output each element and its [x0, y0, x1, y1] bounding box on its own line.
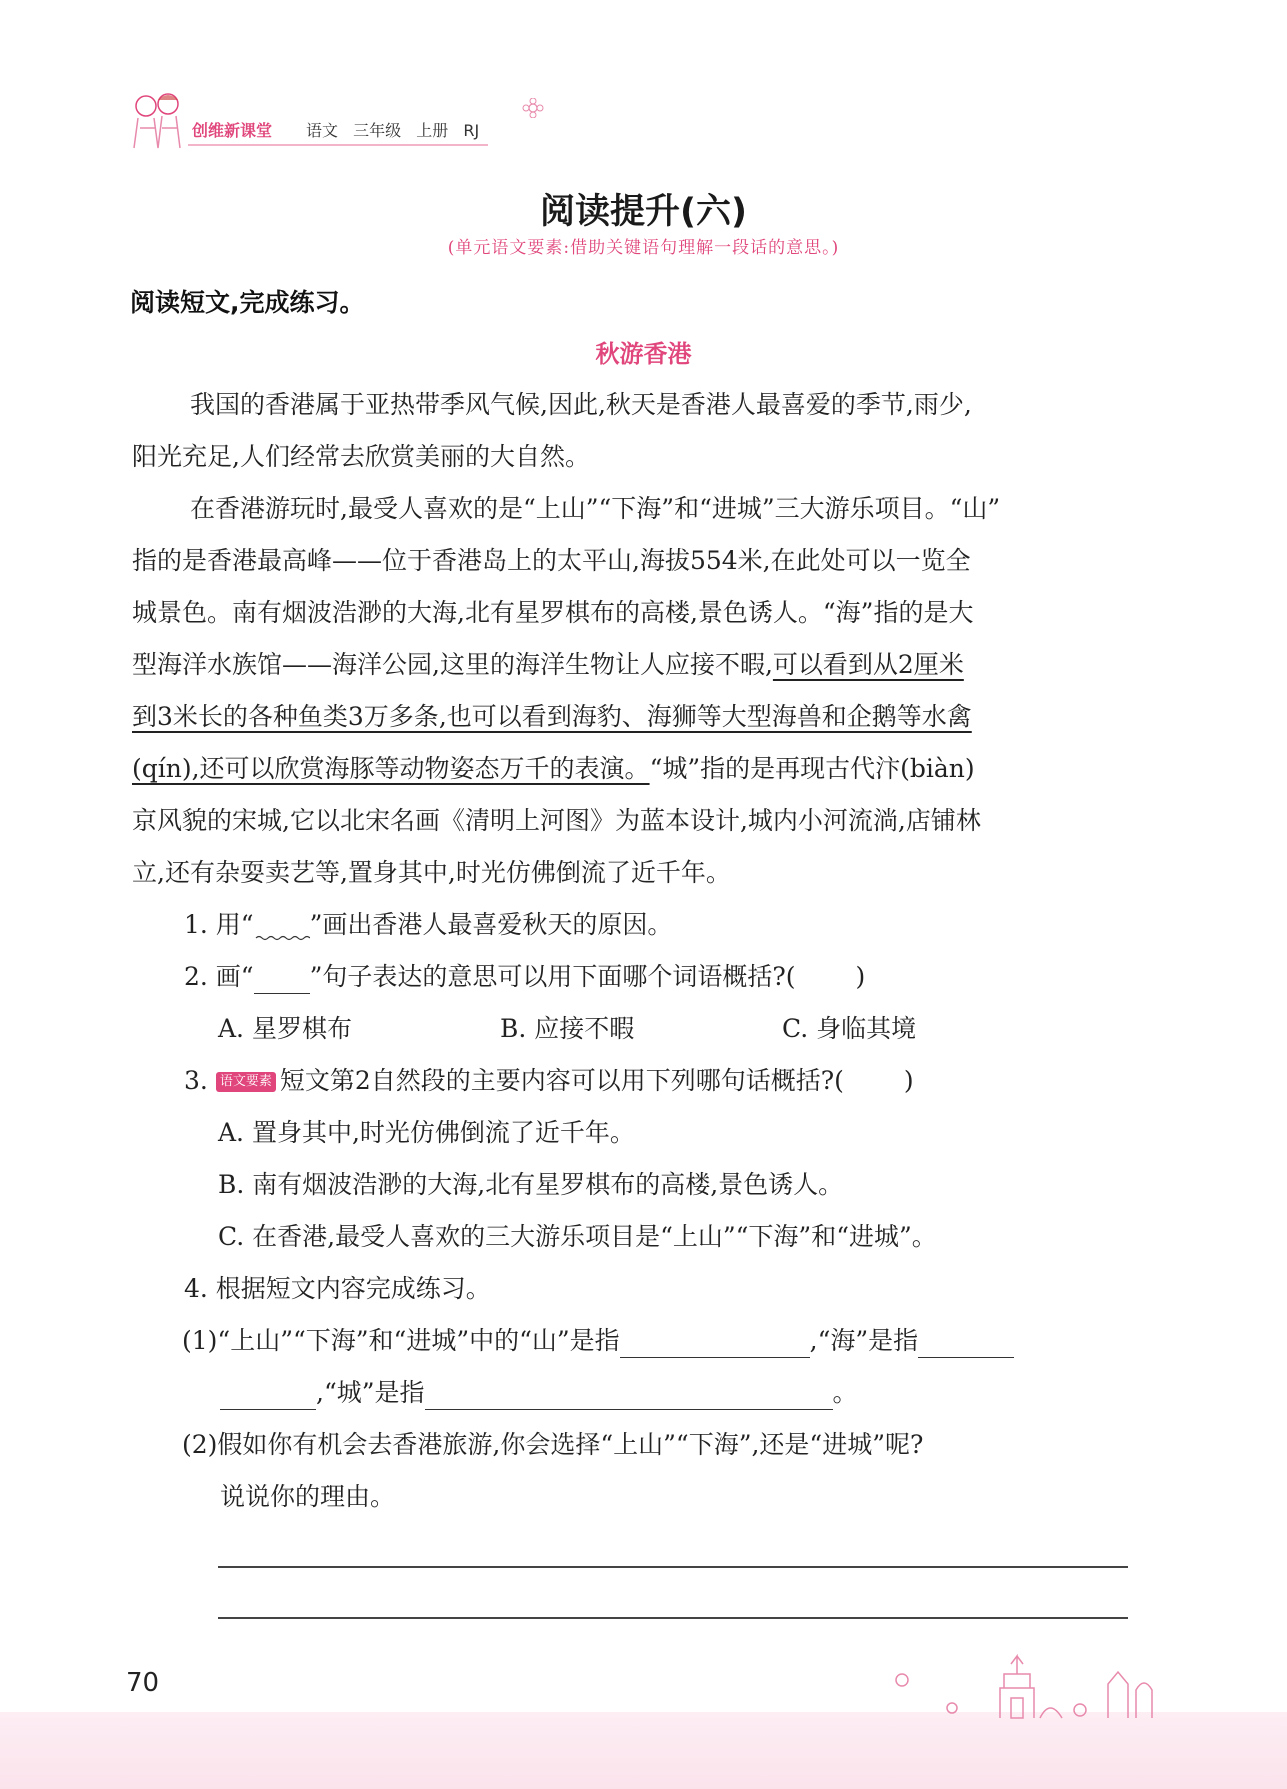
answer-blank[interactable]	[918, 1331, 1014, 1358]
answer-blank[interactable]	[220, 1383, 316, 1410]
passage-line: 京风貌的宋城,它以北宋名画《清明上河图》为蓝本设计,城内小河流淌,店铺林	[132, 806, 981, 835]
passage-text: 我国的香港属于亚热带季风气候,因此,秋天是香港人最喜爱的季节,雨少,	[190, 390, 972, 419]
passage-line: 指的是香港最高峰——位于香港岛上的太平山,海拔554米,在此处可以一览全	[132, 546, 971, 575]
question-2	[184, 960, 865, 994]
q3-option-b: B. 南有烟波浩渺的大海,北有星罗棋布的高楼,景色诱人。	[218, 1170, 844, 1199]
passage-line	[132, 752, 975, 786]
instruction: 阅读短文,完成练习。	[130, 288, 365, 317]
subject-info	[306, 118, 479, 141]
answer-blank[interactable]	[620, 1331, 810, 1358]
answer-paren: )	[855, 962, 866, 991]
passage-line	[132, 648, 964, 682]
passage-text: “城”指的是再现古代汴(biàn)	[649, 754, 975, 783]
question-text: ,“城”是指	[316, 1378, 425, 1407]
passage-line: 在香港游玩时,最受人喜欢的是“上山”“下海”和“进城”三大游乐项目。“山”	[190, 494, 1001, 523]
grade: 三年级	[353, 121, 402, 140]
page-number: 70	[126, 1668, 160, 1698]
question-text: 1. 用“	[184, 910, 254, 939]
question-text: ,“海”是指	[809, 1326, 919, 1355]
underlined-sentence: (qín),还可以欣赏海豚等动物姿态万千的表演。	[132, 754, 650, 783]
header-divider	[188, 144, 488, 146]
edition: RJ	[463, 121, 480, 140]
brand-name: 创维新课堂	[192, 121, 273, 140]
passage-line: 城景色。南有烟波浩渺的大海,北有星罗棋布的高楼,景色诱人。“海”指的是大	[132, 598, 974, 627]
question-text: 短文第2自然段的主要内容可以用下列哪句话概括?(	[279, 1066, 844, 1095]
question-4-2-cont: 说说你的理由。	[220, 1482, 396, 1511]
answer-blank[interactable]	[425, 1383, 833, 1410]
question-text: 2. 画“	[184, 962, 254, 991]
q2-option-a: A. 星罗棋布	[218, 1014, 352, 1043]
wavy-line-icon	[254, 922, 310, 942]
underlined-sentence: 可以看到从2厘米	[772, 650, 964, 679]
question-1	[184, 908, 672, 942]
straight-line-sample	[254, 967, 310, 994]
passage-line	[132, 388, 1128, 422]
question-text: (1)“上山”“下海”和“进城”中的“山”是指	[182, 1326, 620, 1355]
q2-option-b: B. 应接不暇	[500, 1014, 635, 1043]
q2-option-c: C. 身临其境	[782, 1014, 917, 1043]
question-number: 3.	[184, 1066, 208, 1095]
question-text: ”画出香港人最喜爱秋天的原因。	[309, 910, 673, 939]
answer-line[interactable]	[218, 1566, 1128, 1568]
q3-option-c: C. 在香港,最受人喜欢的三大游乐项目是“上山”“下海”和“进城”。	[218, 1222, 937, 1251]
underlined-sentence: 到3米长的各种鱼类3万多条,也可以看到海豹、海狮等大型海兽和企鹅等水禽	[132, 702, 972, 731]
question-4: 4. 根据短文内容完成练习。	[184, 1274, 491, 1303]
unit-requirement: (单元语文要素:借助关键语句理解一段话的意思。)	[447, 238, 840, 258]
language-element-tag: 语文要素	[216, 1072, 276, 1092]
footer-band	[0, 1712, 1287, 1789]
answer-paren: )	[903, 1066, 914, 1095]
castle-illustration-icon	[880, 1650, 1180, 1720]
passage-line: 立,还有杂耍卖艺等,置身其中,时光仿佛倒流了近千年。	[132, 858, 731, 887]
page-header	[128, 88, 508, 158]
question-4-1-cont	[220, 1376, 858, 1410]
question-3	[184, 1064, 914, 1098]
question-4-1	[182, 1324, 1014, 1358]
question-4-2: (2)假如你有机会去香港旅游,你会选择“上山”“下海”,还是“进城”呢?	[182, 1430, 924, 1459]
passage-line: 阳光充足,人们经常去欣赏美丽的大自然。	[132, 442, 590, 471]
question-text: ”句子表达的意思可以用下面哪个词语概括?(	[309, 962, 796, 991]
q3-option-a: A. 置身其中,时光仿佛倒流了近千年。	[218, 1118, 635, 1147]
kids-illustration-icon	[128, 88, 190, 156]
page-title: 阅读提升(六)	[540, 192, 747, 232]
passage-title: 秋游香港	[595, 340, 692, 368]
subject: 语文	[306, 121, 339, 140]
volume: 上册	[416, 121, 449, 140]
question-text: 。	[832, 1378, 858, 1407]
passage-text: 型海洋水族馆——海洋公园,这里的海洋生物让人应接不暇,	[132, 650, 773, 679]
answer-line[interactable]	[218, 1617, 1128, 1619]
flower-icon	[522, 98, 544, 118]
